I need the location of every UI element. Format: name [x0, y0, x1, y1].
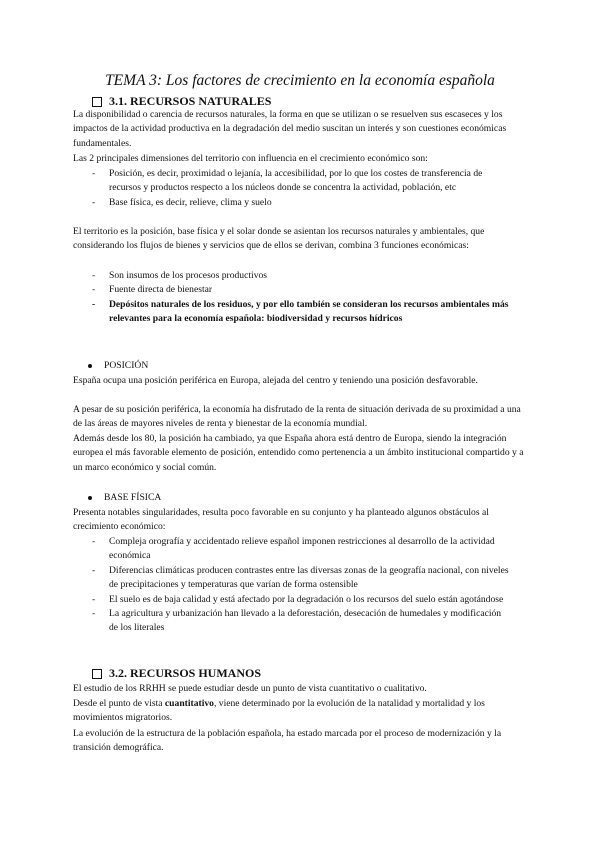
list-item: - El suelo es de baja calidad y está afectado por la degradación o los recursos del suelo están agotándose: [92, 593, 504, 605]
paragraph: España ocupa una posición periférica en Europa, alejada del centro y teniendo una posición desfavorable.: [73, 375, 478, 386]
paragraph: La disponibilidad o carencia de recursos naturales, la forma en que se utilizan o se resuelven sus escaseces y los impactos de la actividad productiva en la degradación del medio suscitan un interés y son cuestiones económicas fundamentales.: [73, 109, 507, 149]
base-fisica-list: [92, 535, 512, 636]
checkbox-icon: [92, 669, 102, 679]
section-heading-recursos-naturales: [92, 94, 271, 109]
section-heading-text: 3.2. RECURSOS HUMANOS: [109, 666, 262, 680]
page-title: TEMA 3: Los factores de crecimiento en la economía española: [105, 72, 495, 89]
bullet-icon: [88, 496, 92, 500]
posicion-bullet: POSICIÓN: [88, 359, 148, 373]
base-fisica-bullet: BASE FÍSICA: [88, 491, 161, 505]
list-item: - Base física, es decir, relieve, clima y suelo: [92, 196, 272, 208]
paragraph: A pesar de su posición periférica, la economía ha disfrutado de la renta de situación derivada de su proximidad a una de las áreas de mayores niveles de renta y bienestar de la economía mundial.: [73, 404, 521, 430]
paragraph: La evolución de la estructura de la población española, ha estado marcada por el proceso de modernización y la transición demográfica.: [73, 728, 502, 754]
checkbox-icon: [92, 97, 102, 107]
list-item: - Diferencias climáticas producen contrastes entre las diversas zonas de la geografía nacional, con niveles de precipitaciones y temperaturas que varían de forma ostensible: [92, 564, 509, 591]
bullet-icon: [88, 364, 92, 368]
section-heading-recursos-humanos: [92, 666, 261, 681]
paragraph: Desde el punto de vista cuantitativo, viene determinado por la evolución de la natalidad y mortalidad y los movimientos migratorios.: [73, 698, 485, 724]
dimensions-list: [92, 167, 512, 210]
paragraph: Presenta notables singularidades, resulta poco favorable en su conjunto y ha planteado algunos obstáculos al crecimiento económico:: [73, 507, 489, 533]
list-item: - Compleja orografía y accidentado relieve español imponen restricciones al desarrollo de la actividad económica: [92, 536, 495, 562]
list-item: - Posición, es decir, proximidad o lejanía, la accesibilidad, por lo que los costes de transferencia de recursos y productos respecto a los núcleos donde se concentra la actividad, población, etc: [92, 168, 483, 194]
paragraph: Las 2 principales dimensiones del territorio con influencia en el crecimiento económico son:: [73, 153, 428, 164]
paragraph: El territorio es la posición, base física y el solar donde se asientan los recursos naturales y ambientales, que considerando los flujos de bienes y servicios que de ellos se derivan, combina 3 funciones económicas:: [73, 226, 485, 252]
list-item: - La agricultura y urbanización han llevado a la deforestación, desecación de humedales y modificación de los literales: [92, 608, 502, 634]
functions-list: [92, 269, 512, 327]
list-item: - Depósitos naturales de los residuos, y por ello también se consideran los recursos ambientales más relevantes para la economía española: biodiversidad y recursos hídricos: [92, 298, 509, 325]
section-heading-text: 3.1. RECURSOS NATURALES: [109, 94, 272, 108]
paragraph: Además desde los 80, la posición ha cambiado, ya que España ahora está dentro de Europa, siendo la integración europea el más favorable elemento de posición, entendido como pertenencia a un ámbito institucional compartido y a un marco económico y social común.: [73, 433, 524, 473]
paragraph: El estudio de los RRHH se puede estudiar desde un punto de vista cuantitativo o cualitativo.: [73, 683, 427, 694]
list-item: - Son insumos de los procesos productivos: [92, 270, 268, 281]
list-item: - Fuente directa de bienestar: [92, 284, 213, 296]
